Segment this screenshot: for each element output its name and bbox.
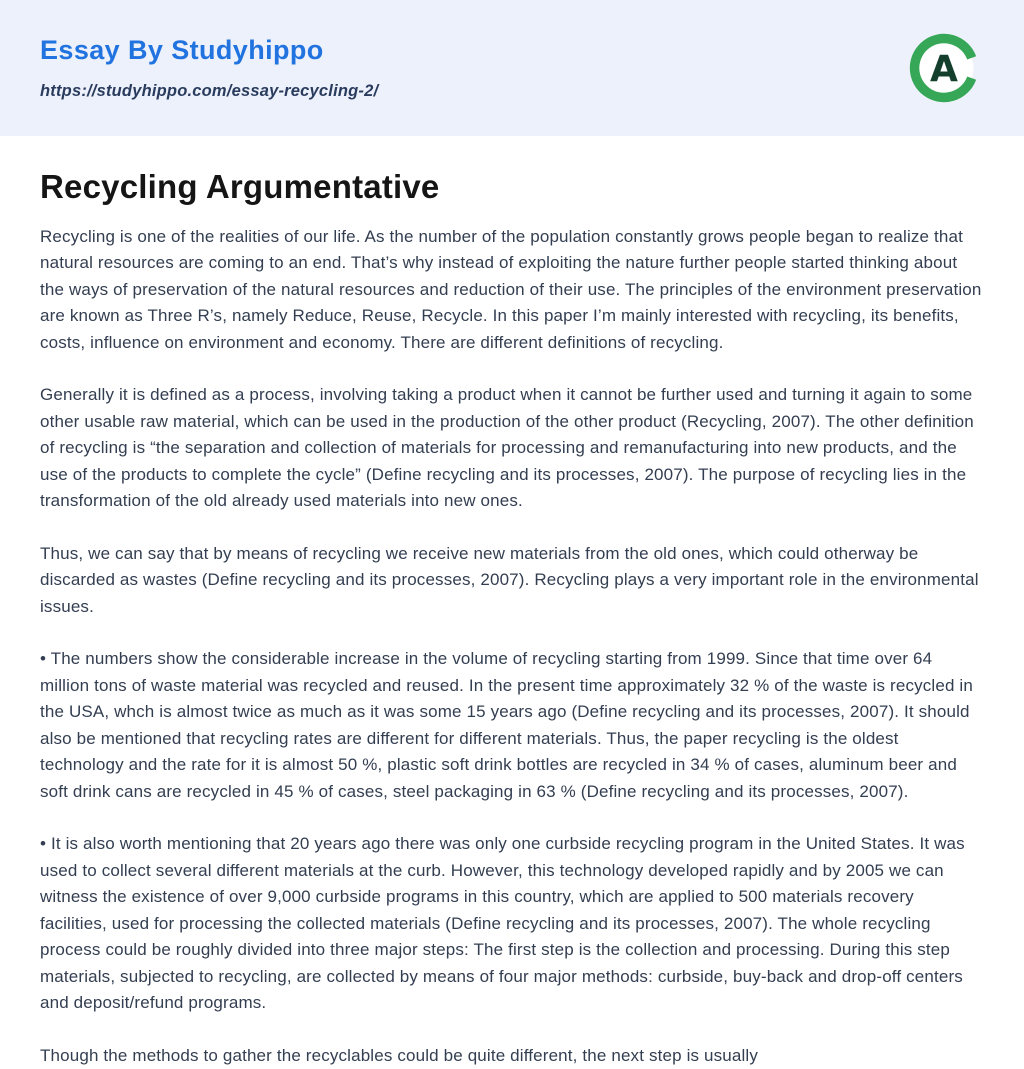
essay-paragraph-bullet: • It is also worth mentioning that 20 years ago there was only one curbside recycling program in the United States. It was used to collect several different materials at the curb. However, this technology developed rapidly and by 2005 we can witness the existence of over 9,000 curbside programs in this country, which are applied to 500 materials recovery facilities, used for processing the collected materials (Define recycling and its processes, 2007). The whole recycling process could be roughly divided into three major steps: The first step is the collection and processing. During this step materials, subjected to recycling, are collected by means of four major methods: curbside, buy-back and drop-off centers and deposit/refund programs. <box>40 834 965 1013</box>
header-text-block <box>40 28 378 101</box>
essay-paragraph: Recycling is one of the realities of our life. As the number of the population constantly grows people began to realize that natural resources are coming to an end. That’s why instead of exploiting the nature further people started thinking about the ways of preservation of the natural resources and reduction of their use. The principles of the environment preservation are known as Three R’s, namely Reduce, Reuse, Recycle. In this paper I’m mainly interested with recycling, its benefits, costs, influence on environment and economy. There are different definitions of recycling. <box>40 226 982 352</box>
essay-paragraph: Thus, we can say that by means of recycling we receive new materials from the old ones, which could otherway be discarded as wastes (Define recycling and its processes, 2007). Recycling plays a very important role in the environmental issues. <box>40 543 979 616</box>
essay-content <box>0 136 1024 1069</box>
source-url-link[interactable]: https://studyhippo.com/essay-recycling-2/ <box>40 82 379 101</box>
logo-letter: A <box>930 48 958 91</box>
essay-paragraph: Though the methods to gather the recyclables could be quite different, the next step is usually <box>40 1045 758 1065</box>
studyhippo-logo-icon <box>906 30 982 106</box>
site-header <box>0 0 1024 136</box>
site-title: Essay By Studyhippo <box>40 35 324 65</box>
page-title: Recycling Argumentative <box>40 168 440 205</box>
essay-paragraph-bullet: • The numbers show the considerable increase in the volume of recycling starting from 1999. Since that time over 64 million tons of waste material was recycled and reused. In the present time approximately 32 % of the waste is recycled in the USA, whch is almost twice as much as it was some 15 years ago (Define recycling and its processes, 2007). It should also be mentioned that recycling rates are different for different materials. Thus, the paper recycling is the oldest technology and the rate for it is almost 50 %, plastic soft drink bottles are recycled in 34 % of cases, aluminum beer and soft drink cans are recycled in 45 % of cases, steel packaging in 63 % (Define recycling and its processes, 2007). <box>40 649 973 801</box>
essay-paragraph: Generally it is defined as a process, involving taking a product when it cannot be further used and turning it again to some other usable raw material, which can be used in the production of the other product (Recycling, 2007). The other definition of recycling is “the separation and collection of materials for processing and remanufacturing into new products, and the use of the products to complete the cycle” (Define recycling and its processes, 2007). The purpose of recycling lies in the transformation of the old already used materials into new ones. <box>40 385 974 511</box>
